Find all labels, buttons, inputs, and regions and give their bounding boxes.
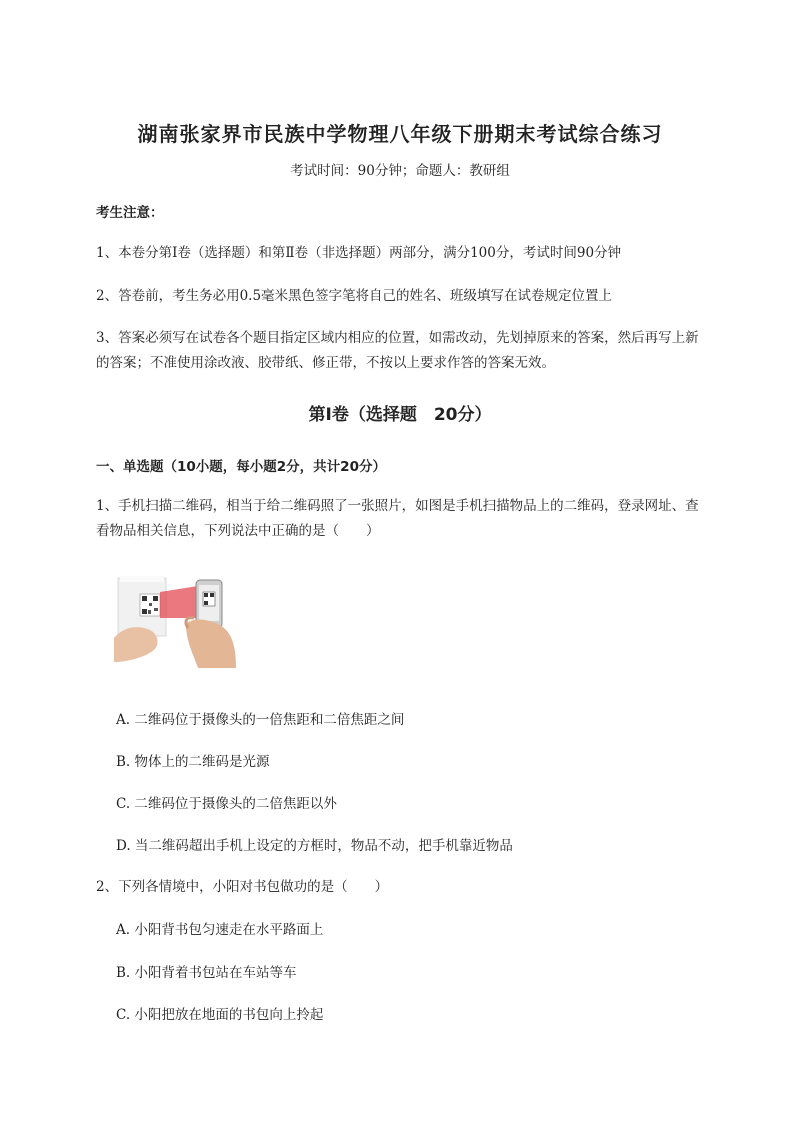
answer-option-a: A. 二维码位于摄像头的一倍焦距和二倍焦距之间 (116, 712, 405, 728)
answer-option-d: D. 当二维码超出手机上设定的方框时，物品不动，把手机靠近物品 (116, 838, 513, 854)
answer-option-a: A. 小阳背书包匀速走在水平路面上 (116, 922, 324, 938)
phone-scanning-qr-code-icon (114, 572, 236, 668)
qr-scan-figure (114, 572, 236, 668)
answer-option-c: C. 小阳把放在地面的书包向上拎起 (116, 1007, 324, 1023)
notice-item: 1、本卷分第I卷（选择题）和第Ⅱ卷（非选择题）两部分，满分100分，考试时间90分钟 (96, 245, 622, 261)
notice-heading: 考生注意： (96, 205, 164, 221)
notice-item: 3、答案必须写在试卷各个题目指定区域内相应的位置，如需改动，先划掉原来的答案，然后再写上新 (96, 330, 699, 346)
question-stem: 1、手机扫描二维码，相当于给二维码照了一张照片，如图是手机扫描物品上的二维码，登录网址、查 (96, 498, 699, 514)
part-heading: 一、单选题（10小题，每小题2分，共计20分） (96, 459, 386, 475)
question-stem-continued: 看物品相关信息，下列说法中正确的是（ ） (96, 523, 380, 539)
answer-option-b: B. 小阳背着书包站在车站等车 (116, 965, 297, 981)
notice-item-continued: 的答案；不准使用涂改液、胶带纸、修正带，不按以上要求作答的答案无效。 (96, 355, 555, 371)
page-title: 湖南张家界市民族中学物理八年级下册期末考试综合练习 (137, 122, 663, 146)
section-title: 第I卷（选择题 20分） (308, 405, 492, 425)
answer-option-c: C. 二维码位于摄像头的二倍焦距以外 (116, 796, 337, 812)
exam-info: 考试时间：90分钟；命题人：教研组 (290, 163, 510, 179)
question-stem: 2、下列各情境中，小阳对书包做功的是（ ） (96, 879, 389, 895)
answer-option-b: B. 物体上的二维码是光源 (116, 754, 270, 770)
notice-item: 2、答卷前，考生务必用0.5毫米黑色签字笔将自己的姓名、班级填写在试卷规定位置上 (96, 288, 613, 304)
